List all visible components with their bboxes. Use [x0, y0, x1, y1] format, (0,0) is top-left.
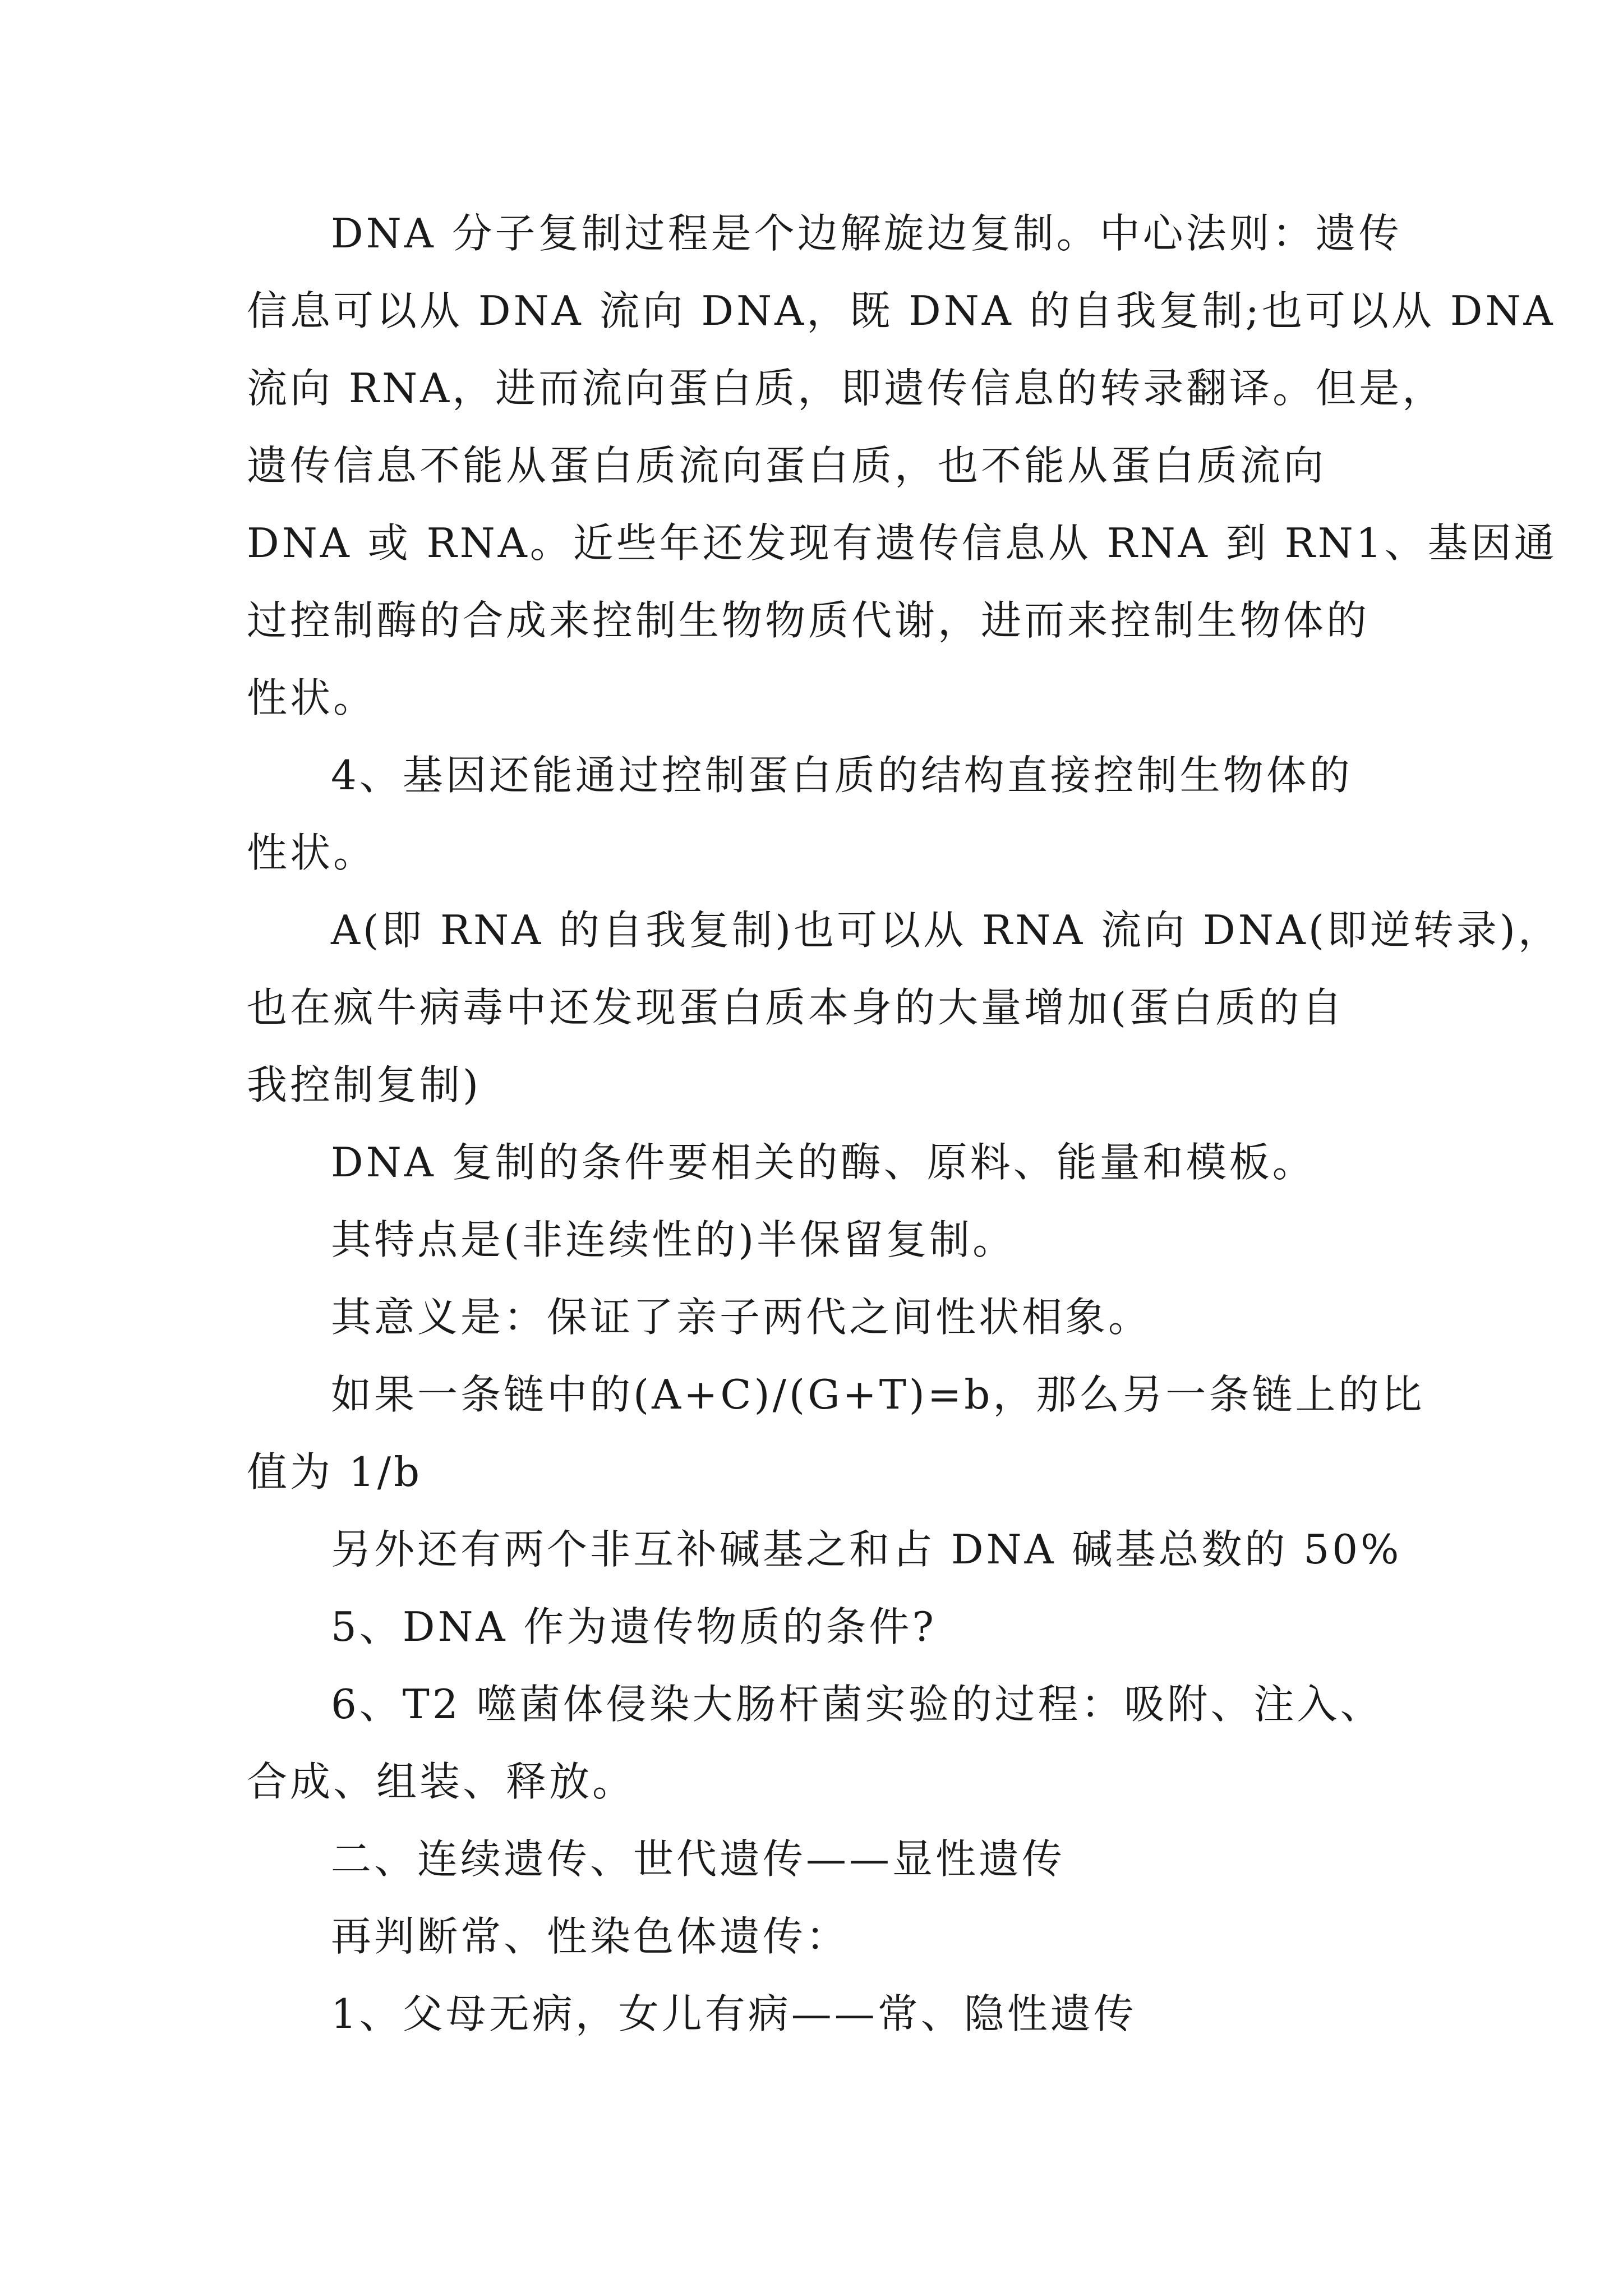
text-line: 遗传信息不能从蛋白质流向蛋白质，也不能从蛋白质流向: [247, 442, 1327, 489]
text-line: 6、T2 噬菌体侵染大肠杆菌实验的过程：吸附、注入、: [331, 1681, 1384, 1728]
text-line: 性状。: [247, 829, 377, 876]
text-line: 性状。: [247, 674, 377, 721]
text-line: 也在疯牛病毒中还发现蛋白质本身的大量增加(蛋白质的自: [247, 984, 1345, 1031]
text-line: DNA 复制的条件要相关的酶、原料、能量和模板。: [331, 1139, 1316, 1186]
text-line: DNA 或 RNA。近些年还发现有遗传信息从 RNA 到 RN1、基因通: [247, 519, 1557, 567]
text-line: 信息可以从 DNA 流向 DNA，既 DNA 的自我复制;也可以从 DNA: [247, 287, 1556, 334]
text-line: 5、DNA 作为遗传物质的条件?: [331, 1603, 937, 1650]
text-line: 值为 1/b: [247, 1448, 423, 1496]
text-line: 流向 RNA，进而流向蛋白质，即遗传信息的转录翻译。但是，: [247, 365, 1446, 412]
text-line: 合成、组装、释放。: [247, 1758, 636, 1805]
text-line: 其特点是(非连续性的)半保留复制。: [331, 1216, 1016, 1263]
text-line: 过控制酶的合成来控制生物物质代谢，进而来控制生物体的: [247, 597, 1370, 644]
text-line: 我控制复制): [247, 1061, 482, 1108]
text-line: 如果一条链中的(A+C)/(G+T)=b，那么另一条链上的比: [331, 1371, 1425, 1418]
text-line: 再判断常、性染色体遗传：: [331, 1913, 850, 1960]
text-line: 其意义是：保证了亲子两代之间性状相象。: [331, 1294, 1152, 1341]
text-line: DNA 分子复制过程是个边解旋边复制。中心法则：遗传: [331, 210, 1402, 257]
text-line: A(即 RNA 的自我复制)也可以从 RNA 流向 DNA(即逆转录)，: [331, 907, 1561, 954]
text-line: 另外还有两个非互补碱基之和占 DNA 碱基总数的 50%: [331, 1526, 1402, 1573]
text-line: 4、基因还能通过控制蛋白质的结构直接控制生物体的: [331, 752, 1353, 799]
text-line: 1、父母无病，女儿有病——常、隐性遗传: [331, 1990, 1137, 2037]
text-line: 二、连续遗传、世代遗传——显性遗传: [331, 1835, 1066, 1883]
